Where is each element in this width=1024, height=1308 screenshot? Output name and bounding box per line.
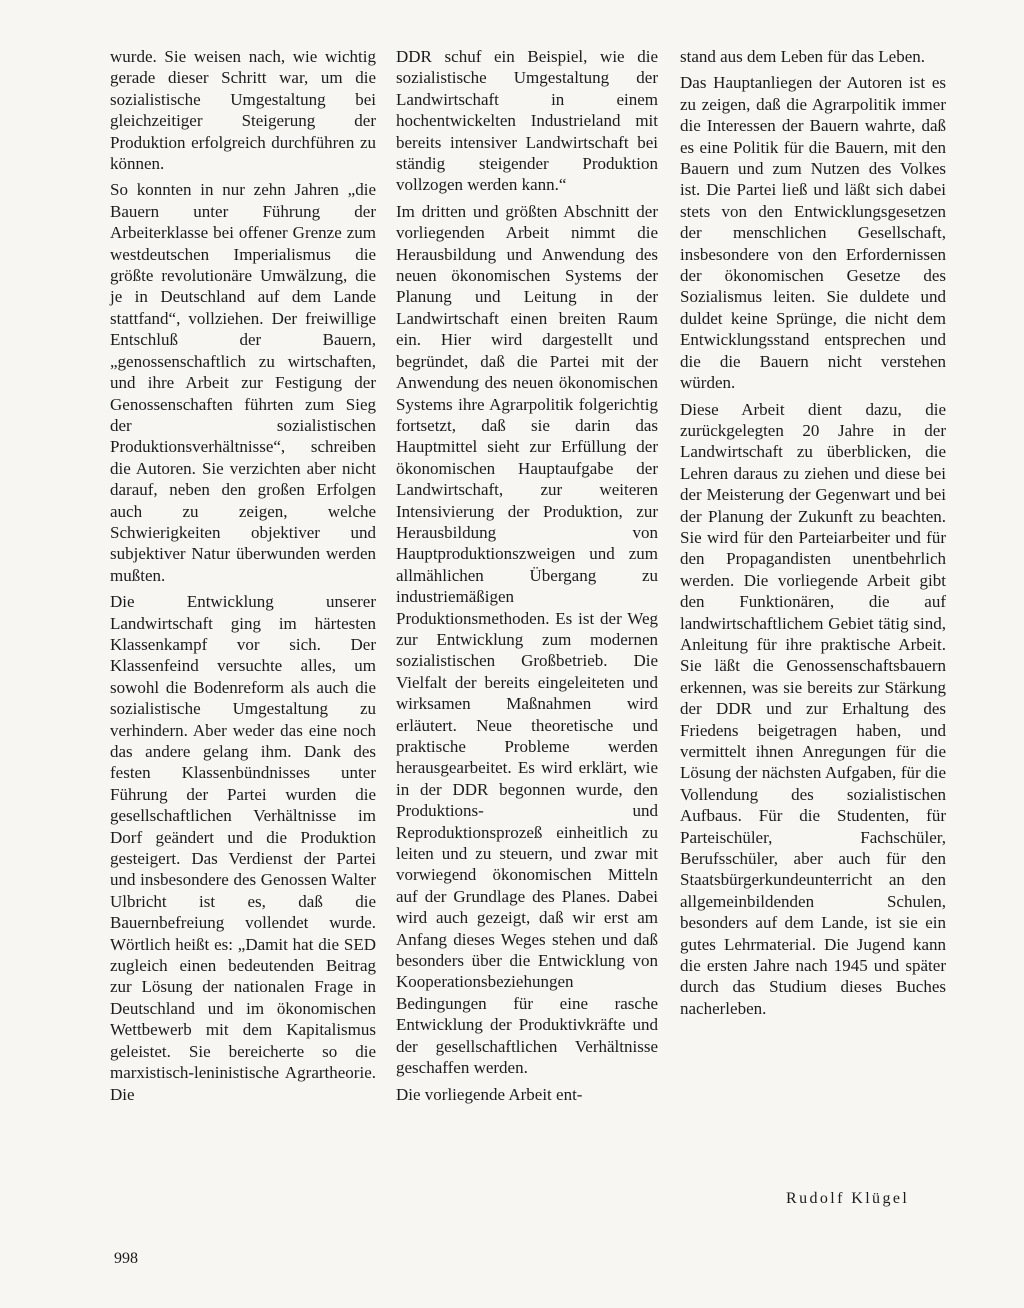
paragraph: stand aus dem Leben für das Leben. [680, 47, 925, 66]
paragraph: Das Hauptanliegen der Autoren ist es zu zeigen, daß die Agrarpolitik immer die Interessen der Bauern wahrte, daß es eine Politik für die Bauern, mit den Bauern und zum Nutzen des Volkes ist. Die Partei ließ und läßt sich dabei stets von den Entwicklungsgesetzen der menschlichen Gesellschaft, insbesondere von den Erfordernissen der ökonomischen Gesetze des Sozialismus leiten. Sie duldete und duldet keine Sprünge, die nicht dem Entwicklungsstand entsprechen und die die Bauern nicht verstehen würden. [680, 73, 946, 393]
paragraph: So konnten in nur zehn Jahren „die Bauern unter Führung der Arbeiterklasse bei offener Grenze zum westdeutschen Imperialismus die größte revolutionäre Umwälzung, die je in Deutschland auf dem Lande stattfand“, vollziehen. Der freiwillige Entschluß der Bauern, „genossenschaftlich zu wirtschaften, und ihre Arbeit zur Festigung der Genossenschaften führten zum Sieg der sozialistischen Produktionsverhältnisse“, schreiben die Autoren. Sie verzichten aber nicht darauf, neben den großen Erfolgen auch zu zeigen, welche Schwierigkeiten objektiver und subjektiver Natur überwunden werden mußten. [110, 180, 376, 585]
paragraph: Die vorliegende Arbeit ent- [396, 1084, 583, 1104]
text-column-3 [680, 46, 946, 1024]
paragraph: wurde. Sie weisen nach, wie wichtig gerade dieser Schritt war, um die sozialistische Umgestaltung bei gleichzeitiger Steigerung der Produktion erfolgreich durchführen zu können. [110, 47, 376, 174]
text-column-1 [110, 46, 376, 1110]
text-column-2 [396, 46, 658, 1110]
paragraph: Die Entwicklung unserer Landwirtschaft ging im härtesten Klassenkampf vor sich. Der Klassenfeind versuchte alles, um sowohl die Bodenreform als auch die sozialistische Umgestaltung zu verhindern. Aber weder das eine noch das andere gelang ihm. Dank des festen Klassenbündnisses unter Führung der Partei wurden die gesellschaftlichen Verhältnisse im Dorf geändert und die Produktion gesteigert. Das Verdienst der Partei und insbesondere des Genossen Walter Ulbricht ist es, daß die Bauernbefreiung vollendet wurde. Wörtlich heißt es: „Damit hat die SED zugleich einen bedeutenden Beitrag zur Lösung der nationalen Frage in Deutschland und im ökonomischen Wettbewerb mit dem Kapitalismus geleistet. Sie bereicherte so die marxistisch-leninistische Agrartheorie. Die [110, 592, 376, 1104]
page-number: 998 [114, 1250, 138, 1267]
paragraph: Diese Arbeit dient dazu, die zurückgelegten 20 Jahre in der Landwirtschaft zu überblicken, die Lehren daraus zu ziehen und diese bei der Meisterung der Gegenwart und bei der Planung der Zukunft zu beachten. Sie wird für den Parteiarbeiter und für den Propagandisten unentbehrlich werden. Die vorliegende Arbeit gibt den Funktionären, die auf landwirtschaftlichem Gebiet tätig sind, Anleitung für ihre praktische Arbeit. Sie läßt die Genossenschaftsbauern erkennen, was sie bereits zur Stärkung der DDR und zur Erhaltung des Friedens beigetragen haben, und vermittelt ihnen Anregungen für die Lösung der nächsten Aufgaben, für die Vollendung des sozialistischen Aufbaus. Für die Studenten, für Parteischüler, Fachschüler, Berufsschüler, aber auch für den Staatsbürgerkundeunterricht an den allgemeinbildenden Schulen, besonders auf dem Lande, ist sie ein gutes Lehrmaterial. Die Jugend kann die ersten Jahre nach 1945 und später durch das Studium dieses Buches nacherleben. [680, 399, 946, 1018]
paragraph: DDR schuf ein Beispiel, wie die sozialistische Umgestaltung der Landwirtschaft in einem hochentwickelten Industrieland mit bereits intensiver Landwirtschaft bei ständig steigender Produktion vollzogen werden kann.“ [396, 47, 658, 195]
author-signature: Rudolf Klügel [786, 1190, 910, 1207]
paragraph: Im dritten und größten Abschnitt der vorliegenden Arbeit nimmt die Herausbildung und Anwendung des neuen ökonomischen Systems der Planung und Leitung in der Landwirtschaft einen breiten Raum ein. Hier wird dargestellt und begründet, daß die Partei mit der Anwendung des neuen ökonomischen Systems ihre Agrarpolitik folgerichtig fortsetzt, daß sie darin das Hauptmittel sieht zur Erfüllung der ökonomischen Hauptaufgabe der Landwirtschaft, zur weiteren Intensivierung der Produktion, zur Herausbildung von Hauptproduktionszweigen und zum allmählichen Übergang zu industriemäßigen Produktionsmethoden. Es ist der Weg zur Entwicklung zum modernen sozialistischen Großbetrieb. Die Vielfalt der bereits eingeleiteten und wirksamen Maßnahmen wird erläutert. Neue theoretische und praktische Probleme werden herausgearbeitet. Es wird erklärt, wie in der DDR begonnen wurde, den Produktions- und Reproduktionsprozeß einheitlich zu leiten und zu steuern, und zwar mit vorwiegend ökonomischen Mitteln auf der Grundlage des Planes. Dabei wird auch gezeigt, daß wir erst am Anfang dieses Weges stehen und daß besonders über die Entwicklung von Kooperationsbeziehungen Bedingungen für eine rasche Entwicklung der Produktivkräfte und der gesellschaftlichen Verhältnisse geschaffen werden. [396, 201, 658, 1078]
